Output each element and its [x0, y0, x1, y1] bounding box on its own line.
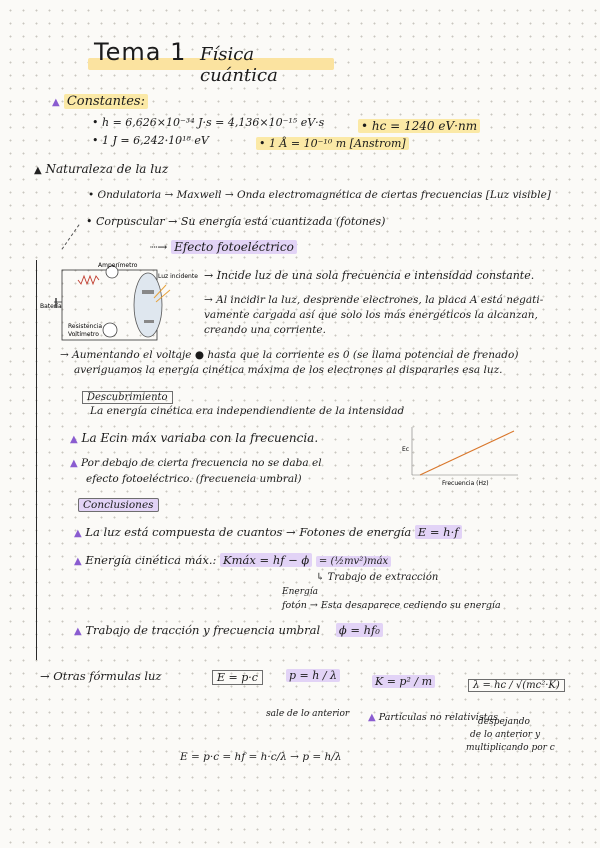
triangle-icon: ▲	[34, 165, 42, 176]
note-particles-text: Partículas no relativistas	[378, 712, 499, 723]
note-solve-a: despejando	[478, 717, 530, 727]
dashed-arrow: ┈→	[150, 240, 172, 254]
work-extraction: ↳ Trabajo de extracción	[316, 572, 439, 583]
conclusion-1	[74, 526, 462, 539]
wave-line: • Ondulatoria → Maxwell → Onda electromagnética de ciertas frecuencias [Luz visible]	[88, 189, 551, 201]
page-title	[88, 36, 334, 86]
graph-axis-x: Frecuencia (Hz)	[442, 480, 489, 487]
triangle-icon: ▲	[70, 458, 78, 469]
conclusion-3-text: Trabajo de tracción y frecuencia umbral	[85, 623, 321, 637]
constant-angstrom	[256, 138, 409, 150]
conclusion-2	[74, 554, 391, 567]
effect-note-2b: vamente cargada así que solo los más energéticos la alcanzan,	[204, 309, 538, 321]
formula-e-hf: E = h·f	[415, 525, 462, 539]
triangle-icon: ▲	[74, 556, 82, 567]
nature-heading-text: Naturaleza de la luz	[45, 162, 169, 176]
voltage-line-2: averiguamos la energía cinética máxima de los electrones al dispararles esa luz.	[74, 364, 503, 376]
corpuscular-line: • Corpuscular → Su energía está cuantizada (fotones)	[86, 215, 386, 228]
formula-e-pc-text: E = p·c	[212, 670, 263, 685]
resistor-icon	[78, 276, 99, 284]
effect-note-2a: → Al incidir la luz, desprende electrones, la placa A está negati-	[204, 294, 544, 306]
graph-line	[420, 431, 514, 475]
discovery-point-2b: efecto fotoeléctrico. (frecuencia umbral)	[86, 473, 302, 485]
constant-hc	[358, 120, 480, 133]
margin-line	[36, 260, 37, 660]
photoelectric-effect-text: Efecto fotoeléctrico	[171, 240, 297, 254]
formula-k-text: K = p² / m	[372, 675, 435, 688]
other-formulas-label: → Otras fórmulas luz	[40, 669, 162, 683]
voltmeter-icon	[103, 323, 117, 337]
label-light: Luz incidente	[158, 273, 198, 280]
title-tema: Tema 1	[94, 38, 187, 66]
label-ammeter: Amperímetro	[98, 262, 138, 269]
conclusions-label-text: Conclusiones	[78, 498, 159, 512]
formula-e-pc	[212, 672, 263, 684]
triangle-icon: ▲	[52, 97, 60, 108]
discovery-point-2a-text: Por debajo de cierta frecuencia no se daba el	[81, 457, 322, 469]
note-from-previous: sale de lo anterior	[266, 709, 350, 719]
formula-p-text: p = h / λ	[286, 669, 340, 682]
triangle-icon: ▲	[74, 528, 82, 539]
formula-lambda-text: λ = hc / √(mc²·K)	[468, 679, 565, 692]
conclusion-2-text: Energía cinética máx.:	[85, 553, 217, 567]
formula-k	[372, 676, 435, 688]
formula-kinetic: = (½mv²)máx	[316, 556, 391, 567]
constants-heading	[52, 95, 148, 109]
title-subject: Física cuántica	[200, 44, 278, 86]
conclusion-3	[74, 624, 383, 637]
formula-p-h-lambda	[286, 670, 340, 682]
discovery-point-1	[70, 432, 318, 445]
constants-heading-text: Constantes:	[64, 94, 148, 109]
discovery-point-2	[70, 458, 322, 470]
nature-heading	[34, 163, 168, 176]
effect-note-2c: creando una corriente.	[204, 324, 326, 336]
photoelectric-effect	[150, 241, 297, 254]
triangle-icon: ▲	[368, 712, 376, 723]
formula-phi: ϕ = hf₀	[336, 623, 383, 637]
frequency-graph	[402, 423, 520, 487]
dashed-connector	[61, 224, 79, 249]
note-solve-c: multiplicando por c	[466, 743, 555, 753]
vacuum-tube-icon	[134, 273, 162, 337]
formula-lambda	[468, 680, 565, 691]
constant-joule: • 1 J = 6,242·10¹⁸ eV	[92, 134, 209, 147]
triangle-icon: ▲	[74, 626, 82, 637]
formula-chain: E = p·c = hf = h·c/λ → p = h/λ	[180, 751, 342, 763]
conclusion-1-text: La luz está compuesta de cuantos → Fotones de energía	[85, 525, 412, 539]
triangle-icon: ▲	[70, 434, 78, 445]
label-voltmeter: Voltímetro	[68, 331, 99, 338]
energy-label: Energía	[282, 587, 318, 597]
label-resistance: Resistencia	[68, 323, 102, 330]
discovery-label	[82, 392, 173, 403]
formula-kmax: Kmáx = hf − ϕ	[220, 553, 312, 567]
discovery-line: La energía cinética era independiendiente de la intensidad	[90, 405, 405, 417]
constant-angstrom-text: • 1 Å = 10⁻¹⁰ m [Anstrom]	[256, 137, 409, 150]
graph-axis-y: Ec	[402, 446, 410, 453]
note-solve-b: de lo anterior y	[470, 730, 541, 740]
constant-hc-text: • hc = 1240 eV·nm	[358, 119, 480, 133]
effect-note-1: → Incide luz de una sola frecuencia e intensidad constante.	[204, 269, 535, 282]
voltage-line-1: → Aumentando el voltaje ● hasta que la corriente es 0 (se llama potencial de frenado)	[60, 349, 519, 361]
conclusions-label	[78, 500, 159, 512]
discovery-label-text: Descubrimiento	[82, 391, 173, 404]
photoelectric-diagram	[40, 260, 198, 355]
constant-h: • h = 6,626×10⁻³⁴ J·s = 4,136×10⁻¹⁵ eV·s	[92, 116, 325, 129]
discovery-point-1-text: La Ecin máx variaba con la frecuencia.	[81, 431, 319, 445]
photon-note: fotón → Esta desaparece cediendo su energía	[282, 600, 501, 611]
label-battery: Batería	[40, 303, 62, 310]
